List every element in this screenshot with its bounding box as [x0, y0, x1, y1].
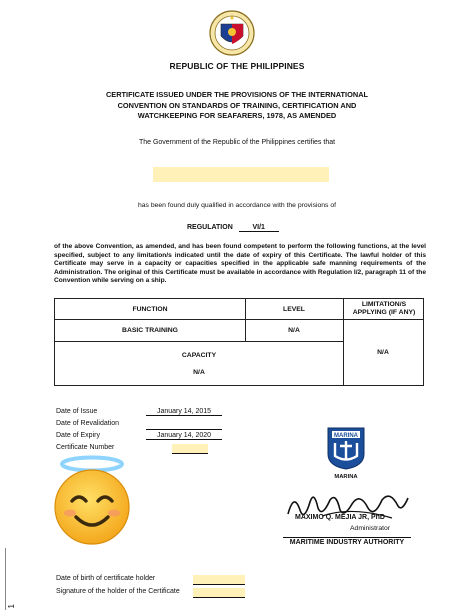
regulation-line	[187, 224, 279, 232]
level-value: N/A	[288, 327, 300, 334]
regulation-value: VI/1	[239, 224, 279, 232]
signature-value-redacted	[193, 588, 245, 598]
limitations-value: N/A	[377, 349, 389, 356]
smiling-halo-emoji-icon	[46, 455, 138, 547]
qualified-text: has been found duly qualified in accordance with the provisions of	[138, 202, 336, 209]
authority-name: MARITIME INDUSTRY AUTHORITY	[283, 537, 411, 546]
function-value: BASIC TRAINING	[122, 327, 178, 334]
certifies-text: The Government of the Republic of the Philippines certifies that	[138, 139, 336, 146]
header-function: FUNCTION	[132, 306, 168, 313]
side-number-text: 1	[7, 603, 16, 608]
capacity-value: N/A	[193, 369, 205, 376]
cert-number-redacted	[172, 444, 208, 454]
philippine-seal-icon	[209, 10, 255, 56]
convention-text: of the above Convention, as amended, and has been found competent to perform the following functions, at the level specified, subject to any limitation/s indicated until the date of expiry of this Certificate. The lawful holder of this Certificate may serve in a capacity or capacities specified in the applicable safe manning requirements of the Administration. The original of this Certificate must be available in accordance with Regulation I/2, paragraph 11 of the Convention while serving on a ship.	[54, 243, 426, 285]
capacity-label: CAPACITY	[181, 352, 217, 359]
regulation-label: REGULATION	[187, 224, 233, 231]
expiry-label: Date of Expiry	[56, 432, 100, 439]
header-limitations: LIMITATION/S APPLYING (IF ANY)	[352, 301, 416, 316]
signatory-name: MAXIMO Q. MEJIA JR, PhD	[295, 514, 385, 521]
issue-value: January 14, 2015	[146, 408, 222, 416]
signatory-position: Administrator	[350, 525, 391, 532]
signature-label: Signature of the holder of the Certificate	[56, 588, 180, 595]
marina-caption: MARINA	[334, 474, 358, 480]
holder-name-redacted	[153, 167, 329, 182]
marina-logo-text: MARINA	[334, 433, 358, 439]
side-number	[5, 548, 15, 610]
issue-label: Date of Issue	[56, 408, 98, 415]
birth-label: Date of birth of certificate holder	[56, 575, 156, 582]
revalidation-value	[146, 420, 222, 430]
heading-line-3: WATCHKEEPING FOR SEAFARERS, 1978, AS AMENDED	[137, 111, 337, 120]
country-name: REPUBLIC OF THE PHILIPPINES	[169, 61, 305, 71]
birth-value-redacted	[193, 575, 245, 585]
function-table	[54, 298, 424, 386]
certificate-heading	[60, 90, 414, 122]
marina-logo-icon	[326, 426, 366, 470]
revalidation-label: Date of Revalidation	[56, 420, 120, 427]
heading-line-2: CONVENTION ON STANDARDS OF TRAINING, CERTIFICATION AND	[117, 100, 357, 110]
cert-number-label: Certificate Number	[56, 444, 115, 451]
heading-line-1: CERTIFICATE ISSUED UNDER THE PROVISIONS OF THE INTERNATIONAL	[105, 90, 369, 99]
header-level: LEVEL	[283, 306, 305, 313]
expiry-value: January 14, 2020	[146, 432, 222, 440]
